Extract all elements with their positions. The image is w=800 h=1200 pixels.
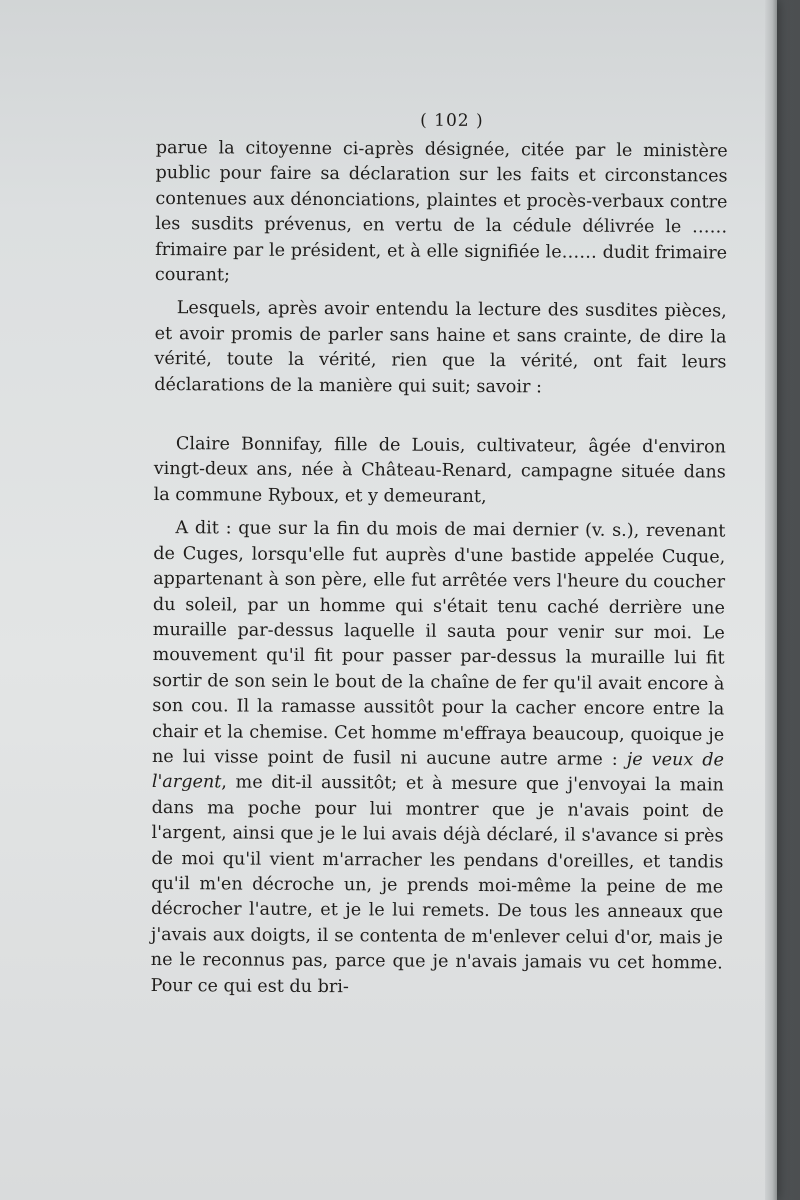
paragraph-witness-identity: Claire Bonnifay, fille de Louis, cultivateur, âgée d'environ vingt-deux ans, née à Château-Renard, campagne située dans la commune Ryboux, et y demeurant, [153, 434, 726, 507]
page-text-block [151, 104, 728, 1002]
paragraph-deposition [151, 516, 726, 1002]
deposition-italic-quote: je veux de l'argent [151, 749, 725, 793]
page-number: ( 102 ) [420, 110, 484, 132]
deposition-text-start: A dit : que sur la fin du mois de mai dernier (v. s.), revenant de Cuges, lorsqu'elle fut auprès d'une bastide appelée Cuque, appartenant à son père, elle fut arrêtée vers l'heure du coucher du soleil, par un homme qui s'était tenu caché derrière une muraille par-dessus laquelle il sauta pour venir sur moi. Le mouvement qu'il fit pour passer par-dessus la muraille lui fit sortir de son sein le bout de la chaîne de fer qu'il avait encore à son cou. Il la ramasse aussitôt pour la cacher encore entre la chair et la chemise. Cet homme m'effraya beaucoup, quoique je ne lui visse point de fusil ni aucune autre arme : [151, 518, 726, 770]
paragraph-oath: Lesquels, après avoir entendu la lecture des susdites pièces, et avoir promis de parler sans haine et sans crainte, de dire la vérité, toute la vérité, rien que la vérité, ont fait leurs déclarations de la manière qui suit; savoir : [154, 298, 727, 398]
paragraph-witness-summons: parue la citoyenne ci-après désignée, citée par le ministère public pour faire sa déclaration sur les faits et circonstances contenues aux dénonciations, plaintes et procès-verbaux contre les susdits prévenus, en vertu de la cédule délivrée le …… frimaire par le président, et à elle signifiée le…… dudit frimaire courant; [154, 137, 728, 286]
page-edge [765, 0, 777, 1200]
deposition-text-end: , me dit-il aussitôt; et à mesure que j'envoyai la main dans ma poche pour lui montrer que je n'avais point de l'argent, ainsi que je le lui avais déjà déclaré, il s'avance si près de moi qu'il vient m'arracher les pendans d'oreilles, et tandis qu'il m'en décroche un, je prends moi-même la peine de me décrocher l'autre, et je le lui remets. De tous les anneaux que j'avais aux doigts, il se contenta de m'enlever celui d'or, mais je ne le reconnus pas, parce que je n'avais jamais vu cet homme. Pour ce qui est du bri- [150, 772, 724, 997]
